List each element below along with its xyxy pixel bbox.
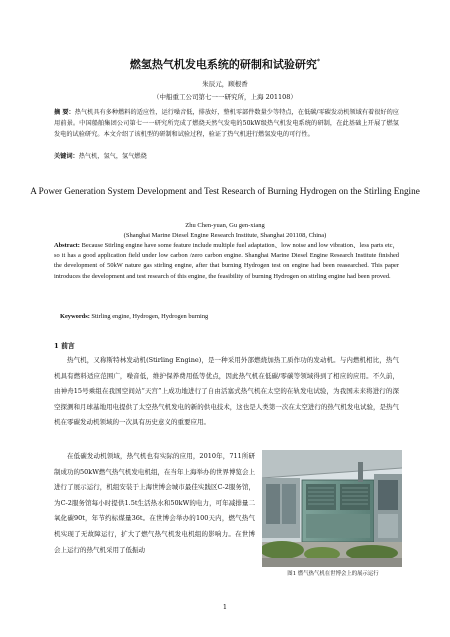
figure-caption: 图1 燃气热气机在世博会上的展示运行 <box>287 571 379 577</box>
keywords-cn-label: 关键词： <box>54 153 79 160</box>
abstract-cn <box>54 107 399 140</box>
paper-title-en: A Power Generation System Development and Test Research of Burning Hydrogen on the Stirling Engine <box>30 186 420 196</box>
keywords-en-label: Keywords: <box>60 313 90 320</box>
authors-en: Zhu Chen-yuan, Gu gen-xiang <box>185 222 265 229</box>
keywords-cn-body: 热气机，氢气，氢气燃烧 <box>78 153 147 160</box>
title-footnote-mark: * <box>316 58 321 66</box>
keywords-cn <box>54 151 399 160</box>
abstract-en <box>54 241 399 282</box>
body-paragraph-1: 热气机，又称斯特林发动机(Stirling Engine)，是一种采用外部燃烧加热工质作功的发动机。与内燃机相比，热气机具有燃料适应范围广，噪音低，维护保养费用低等优点，因此热气机在低碳/零碳等领域得到了相应的应用。不久前，由神舟15号乘组在我国空间站“天宫”上成功地进行了自由活塞式热气机在太空的在轨发电试验，为我国未来将进行的深空探测和月球基地用电提供了太空热气机发电的新的供电技术，这也是人类第一次在太空进行的热气机发电试验，是热气机在零碳发动机领域的一次具有历史意义的重要应用。 <box>54 356 399 427</box>
abstract-cn-label: 摘 要： <box>54 109 75 116</box>
paper-title-cn: 燃氢热气机发电系统的研制和试验研究* <box>129 58 321 71</box>
abstract-en-body: Because Stirling engine have some feature include multiple fuel adaptation、low noise and low vibration、less parts etc，so it has a good application field under low carbon /zero carbon engine. Shanghai Marine Diesel Engine Research Institute finished the development of 50kW nature gas stirling engine, after that burning Hydrogen test on engine had been reasearched. This paper introduces the development and test research of this engine, the feasibility of burning Hydrogen on stirling engine had been proved. <box>54 242 399 280</box>
page-number: 1 <box>222 603 228 611</box>
abstract-cn-body: 热气机具有多种燃料的适应性，运行噪音低，排放好，整机零部件数量少等特点，在低碳/零碳发动机领域有着很好的应用前景。中国船舶集团公司第七一一研究所完成了燃烧天然气发电的50kW级热气机发电系统的研制，在此基础上开展了燃氢发电的试验研究。本文介绍了该机型的研制和试验过程，验证了热气机进行燃氢发电的可行性。 <box>54 109 399 138</box>
affiliation-en: (Shanghai Marine Diesel Engine Research Institute, Shanghai 201108, China) <box>123 232 327 239</box>
section-heading: 1 前言 <box>54 342 75 350</box>
keywords-en-body: Stirling engine, Hydrogen, Hydrogen burning <box>89 313 209 320</box>
figure-photo <box>262 450 402 567</box>
expo-engine-photo <box>262 450 402 567</box>
keywords-en <box>60 313 400 320</box>
body-paragraph-2: 在低碳发动机领域，热气机也有实际的应用，2010年，711所研制成功的50kW燃气热气机发电机组，在当年上海举办的世界博览会上进行了展示运行，机组安装于上海世博会城市最佳实践区C-2服务馆，为C-2服务馆每小时提供1.5t生活热水和50kW的电力，可年减排量二氧化碳90t，年节约标煤量36t。在世博会举办的100天内，燃气热气机实现了无故障运行，扩大了燃气热气机发电机组的影响力。在世博会上运行的热气机采用了低振动 <box>54 452 255 554</box>
abstract-en-label: Abstract: <box>54 242 80 249</box>
affiliation-cn: （中船重工公司第七一一研究所，上海 201108） <box>153 93 297 101</box>
authors-cn: 朱辰元，顾根香 <box>202 80 248 88</box>
